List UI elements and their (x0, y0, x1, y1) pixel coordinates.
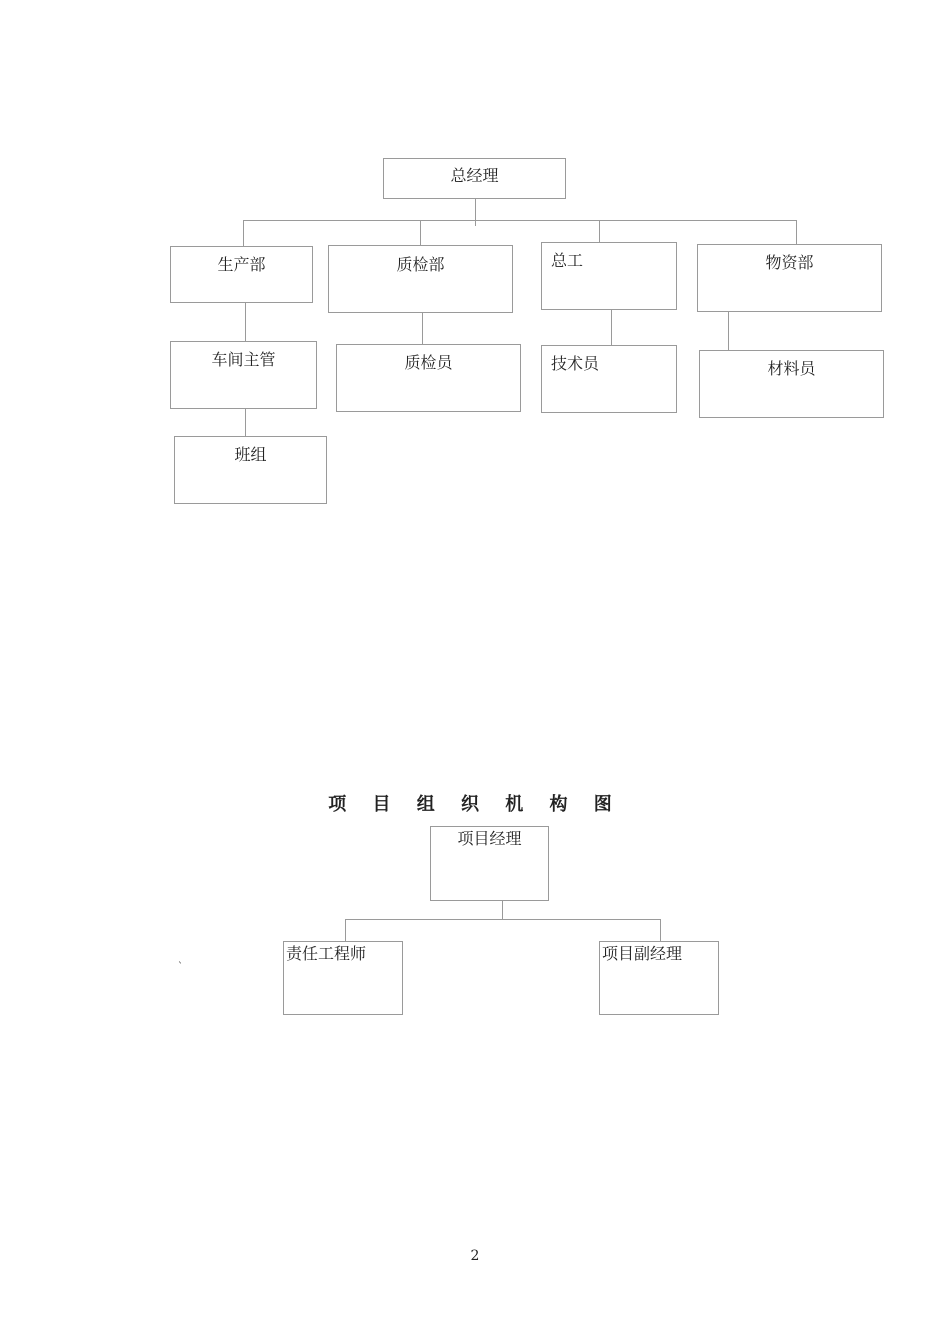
connector-chief-to-technician (611, 306, 612, 348)
node-workshop-supervisor (170, 341, 317, 409)
node-label: 项目副经理 (602, 944, 683, 963)
connector-to-production (243, 220, 244, 247)
node-label: 项目经理 (457, 829, 522, 848)
chart-title: 项 目 组 织 机 构 图 (328, 794, 622, 815)
node-chief-engineer (541, 242, 677, 310)
node-technician (541, 345, 677, 413)
node-general-manager (383, 158, 566, 199)
node-team (174, 436, 327, 504)
connector-to-qc (420, 220, 421, 246)
connector-pm-bus (345, 919, 661, 920)
node-material-clerk (699, 350, 884, 418)
node-label: 总工 (551, 251, 584, 270)
stray-mark: ` (178, 962, 183, 973)
node-label: 质检部 (396, 255, 445, 274)
node-label: 物资部 (765, 253, 814, 272)
connector-to-deputy (660, 919, 661, 942)
node-qc-dept (328, 245, 513, 313)
connector-production-to-workshop (245, 298, 246, 344)
node-responsible-engineer (283, 941, 403, 1015)
node-label: 材料员 (767, 359, 816, 378)
node-label: 责任工程师 (286, 944, 367, 963)
connector-root-down (475, 199, 476, 226)
node-label: 质检员 (404, 353, 453, 372)
connector-material-to-materialman (728, 306, 729, 353)
node-qc-inspector (336, 344, 521, 412)
node-project-manager (430, 826, 549, 901)
node-label: 技术员 (551, 354, 600, 373)
connector-to-material (796, 220, 797, 245)
node-label: 总经理 (450, 166, 499, 185)
connector-horizontal-bus (243, 220, 796, 221)
node-label: 班组 (234, 445, 267, 464)
connector-to-chief (599, 220, 600, 244)
connector-pm-down (502, 900, 503, 920)
page-number: 2 (470, 1248, 480, 1264)
node-label: 生产部 (217, 255, 266, 274)
node-production-dept (170, 246, 313, 303)
node-material-dept (697, 244, 882, 312)
connector-to-engineer (345, 919, 346, 942)
node-deputy-manager (599, 941, 719, 1015)
node-label: 车间主管 (211, 350, 276, 369)
